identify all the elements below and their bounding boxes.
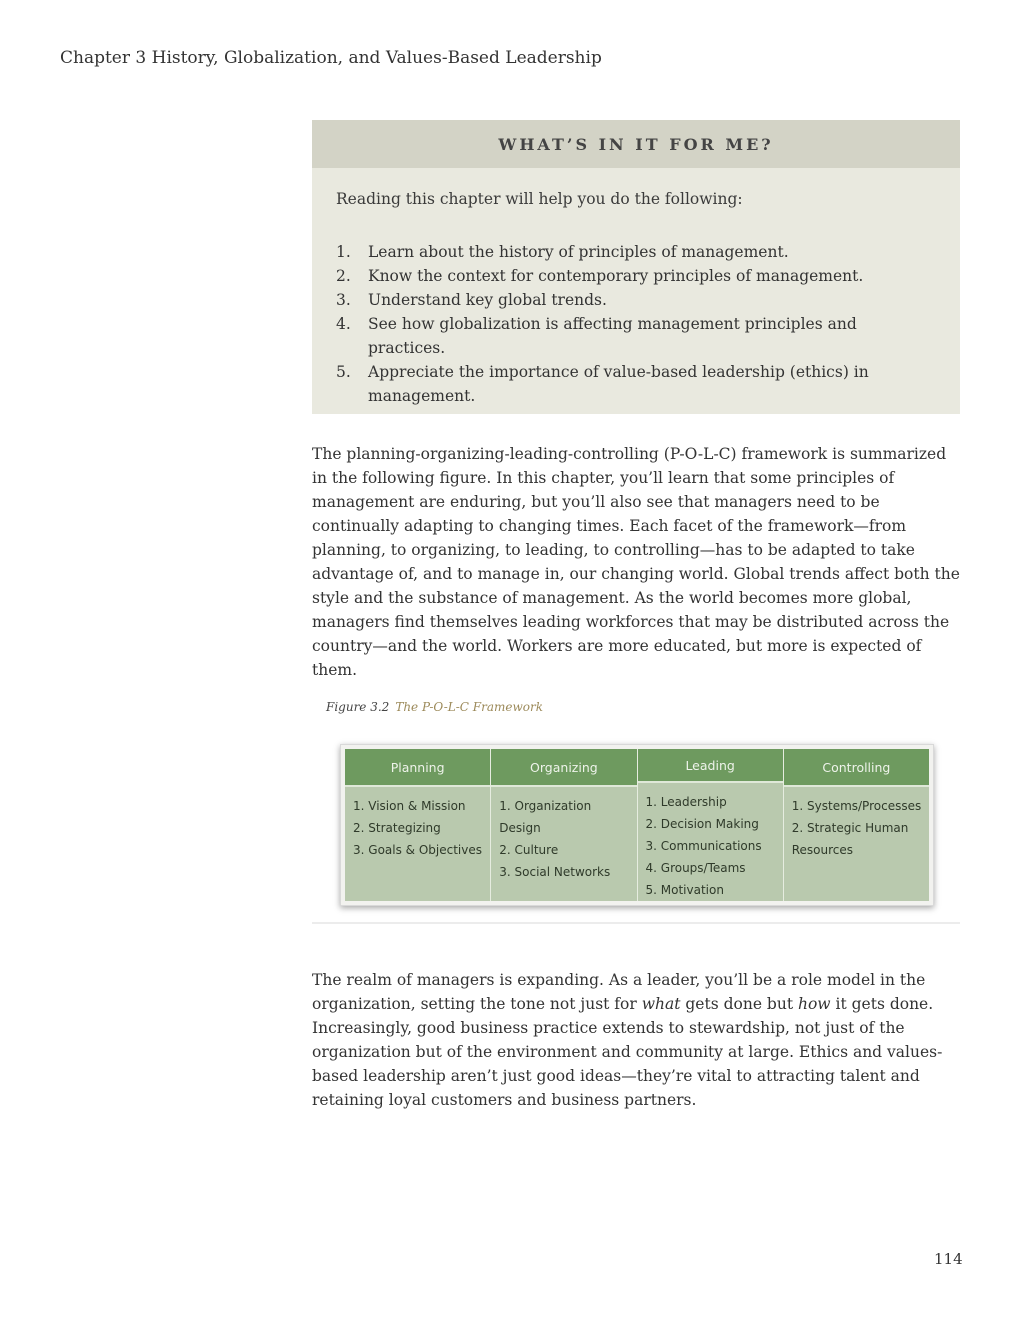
list-item: 2. Know the context for contemporary principles of management. bbox=[336, 267, 864, 285]
column-heading: Controlling bbox=[784, 749, 929, 787]
polc-column-leading bbox=[638, 749, 784, 901]
callout-intro: Reading this chapter will help you do the following: bbox=[336, 190, 743, 208]
list-item: 1. Vision & Mission bbox=[353, 799, 466, 813]
emphasis-how: how bbox=[797, 995, 831, 1013]
list-item: 2. Strategic Human Resources bbox=[791, 821, 909, 857]
column-heading: Organizing bbox=[491, 749, 636, 787]
list-item: 1. Learn about the history of principles of management. bbox=[336, 243, 789, 261]
column-heading: Planning bbox=[345, 749, 490, 787]
figure-caption bbox=[326, 700, 543, 714]
list-item: 3. Understand key global trends. bbox=[336, 291, 607, 309]
list-item: 1. Organization Design bbox=[499, 799, 592, 835]
list-item: 3. Goals & Objectives bbox=[353, 843, 482, 857]
polc-column-planning bbox=[345, 749, 491, 901]
list-item: 4. See how globalization is affecting management principles and practices. bbox=[336, 315, 857, 357]
list-item: 5. Appreciate the importance of value-based leadership (ethics) in management. bbox=[336, 363, 869, 405]
body-paragraph-1: The planning-organizing-leading-controlling (P-O-L-C) framework is summarized in the following figure. In this chapter, you’ll learn that some principles of management are enduring, but you’ll also see that managers need to be continually adapting to changing times. Each facet of the framework—from planning, to organizing, to leading, to controlling—has to be adapted to take advantage of, and to manage in, our changing world. Global trends affect both the style and the substance of management. As the world becomes more global, managers find themselves leading workforces that may be distributed across the country—and the world. Workers are more educated, but more is expected of them. bbox=[312, 445, 960, 679]
list-item: 4. Groups/Teams bbox=[645, 861, 746, 875]
figure-label: Figure 3.2 bbox=[326, 700, 390, 714]
polc-column-controlling bbox=[784, 749, 929, 901]
emphasis-what: what bbox=[641, 995, 681, 1013]
list-item: 3. Communications bbox=[645, 839, 762, 853]
running-head: Chapter 3 History, Globalization, and Values-Based Leadership bbox=[60, 48, 602, 68]
column-heading: Leading bbox=[638, 749, 783, 783]
learning-objectives-list bbox=[336, 240, 936, 408]
list-item: 1. Leadership bbox=[645, 795, 727, 809]
polc-column-organizing bbox=[491, 749, 637, 901]
body-paragraph-2: The realm of managers is expanding. As a leader, you’ll be a role model in the organization, setting the tone not just for what gets done but how it gets done. Increasingly, good business practice extends to stewardship, not just of the organization but of the environment and community at large. Ethics and values-based leadership aren’t just good ideas—they’re vital to attracting talent and retaining loyal customers and business partners. bbox=[312, 971, 943, 1109]
figure-title: The P-O-L-C Framework bbox=[395, 700, 543, 714]
list-item: 5. Motivation bbox=[645, 883, 724, 897]
whats-in-it-for-me-box bbox=[312, 120, 960, 414]
list-item: 1. Systems/Processes bbox=[791, 799, 922, 813]
list-item: 2. Culture bbox=[499, 843, 559, 857]
list-item: 2. Decision Making bbox=[645, 817, 759, 831]
list-item: 3. Social Networks bbox=[499, 865, 611, 879]
page-number: 114 bbox=[934, 1250, 963, 1268]
figure-block bbox=[312, 680, 960, 924]
polc-framework-table bbox=[340, 744, 934, 906]
callout-title: WHAT’S IN IT FOR ME? bbox=[312, 120, 960, 168]
list-item: 2. Strategizing bbox=[353, 821, 441, 835]
